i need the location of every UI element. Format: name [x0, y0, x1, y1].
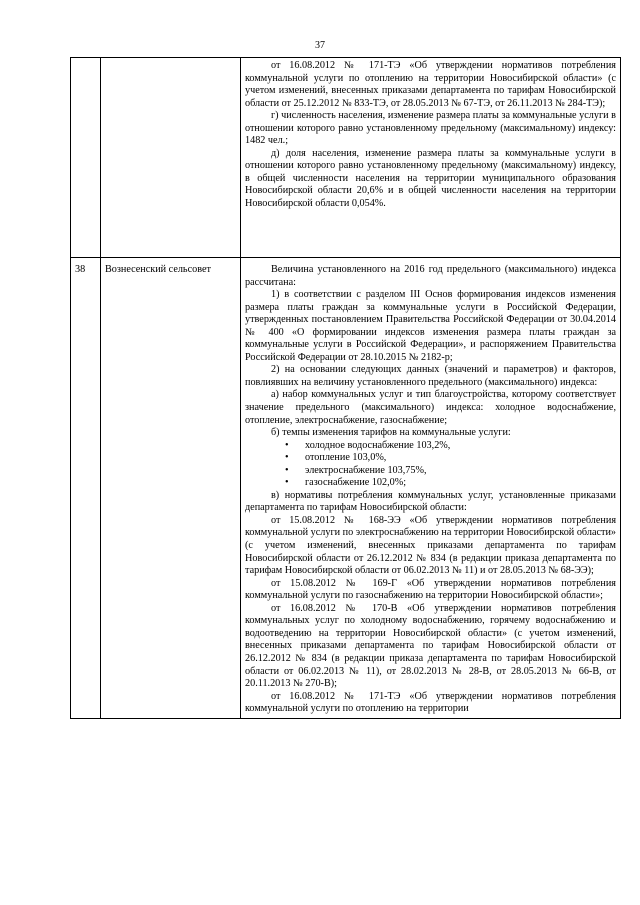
- paragraph: Величина установленного на 2016 год предельного (максимального) индекса рассчитана:: [245, 264, 616, 288]
- municipality-name-cell: Вознесенский сельсовет: [101, 258, 241, 719]
- paragraph: д) доля населения, изменение размера платы за коммунальные услуги в отношении которого равно установленному предельному (максимальному) индексу, в общей численности населения на территории муниципального образования Новосибирской области 20,6% и в общей численности населения на территории Новосибирской области 0,054%.: [245, 147, 616, 210]
- list-item: • газоснабжение 102,0%;: [305, 477, 616, 490]
- page-number: 37: [315, 40, 325, 51]
- paragraph: от 15.08.2012 № 168-ЭЭ «Об утверждении нормативов потребления коммунальной услуги по электроснабжению на территории Новосибирской области» (с учетом изменений, внесенных приказами департамента по тарифам Новосибирской области от 26.12.2012 № 834 (в редакции приказа департамента по тарифам Новосибирской области от 06.02.2013 № 11) и от 28.05.2013 № 68-ЭЭ);: [245, 514, 616, 577]
- row-number-cell: [71, 58, 101, 258]
- paragraph: г) численность населения, изменение размера платы за коммунальные услуги в отношении которого равно установленному предельному (максимальному) индексу: 1482 чел.;: [245, 110, 616, 147]
- table-row: [71, 258, 621, 719]
- row-number-cell: 38: [71, 258, 101, 719]
- paragraph: в) нормативы потребления коммунальных услуг, установленные приказами департамента по тарифам Новосибирской области:: [245, 489, 616, 514]
- description-cell: [241, 58, 621, 258]
- paragraph: от 15.08.2012 № 169-Г «Об утверждении нормативов потребления коммунальной услуги по газоснабжению на территории Новосибирской области»;: [245, 577, 616, 602]
- table-row: [71, 58, 621, 258]
- list-item: • холодное водоснабжение 103,2%,: [305, 440, 616, 453]
- paragraph: от 16.08.2012 № 171-ТЭ «Об утверждении нормативов потребления коммунальной услуги по отоплению на территории: [245, 690, 616, 715]
- paragraph: 2) на основании следующих данных (значений и параметров) и факторов, повлиявших на величину установленного предельного (максимального) индекса:: [245, 364, 616, 388]
- paragraph: а) набор коммунальных услуг и тип благоустройства, которому соответствует значение предельного (максимального) индекса: холодное водоснабжение, отопление, электроснабжение, газоснабжение;: [245, 389, 616, 426]
- document-table: [70, 57, 621, 719]
- description-cell: [241, 258, 621, 719]
- municipality-name-cell: [101, 58, 241, 258]
- paragraph: от 16.08.2012 № 171-ТЭ «Об утверждении нормативов потребления коммунальной услуги по отоплению на территории Новосибирской области» (с учетом изменений, внесенных приказами департамента по тарифам Новосибирской области от 25.12.2012 № 833-ТЭ, от 28.05.2013 № 67-ТЭ, от 26.11.2013 № 284-ТЭ);: [245, 60, 616, 109]
- tariff-change-list: [245, 440, 616, 490]
- list-item: • электроснабжение 103,75%,: [305, 465, 616, 478]
- paragraph: от 16.08.2012 № 170-В «Об утверждении нормативов потребления коммунальных услуг по холодному водоснабжению, горячему водоснабжению и водоотведению на территории Новосибирской области» (с учетом изменений, внесенных приказами департамента по тарифам Новосибирской области от 26.12.2012 № 834 (в редакции приказа департамента по тарифам Новосибирской области от 06.02.2013 № 11), от 28.02.2013 № 28-В, от 28.05.2013 № 66-В, от 20.11.2013 № 270-В);: [245, 602, 616, 690]
- paragraph: 1) в соответствии с разделом III Основ формирования индексов изменения размера платы граждан за коммунальные услуги в Российской Федерации, утвержденных постановлением Правительства Российской Федерации от 30.04.2014 № 400 «О формировании индексов изменения размера платы граждан за коммунальные услуги в Российской Федерации», и распоряжением Правительства Российской Федерации от 28.10.2015 № 2182-р;: [245, 289, 616, 363]
- list-item: • отопление 103,0%,: [305, 452, 616, 465]
- paragraph: б) темпы изменения тарифов на коммунальные услуги:: [271, 427, 511, 439]
